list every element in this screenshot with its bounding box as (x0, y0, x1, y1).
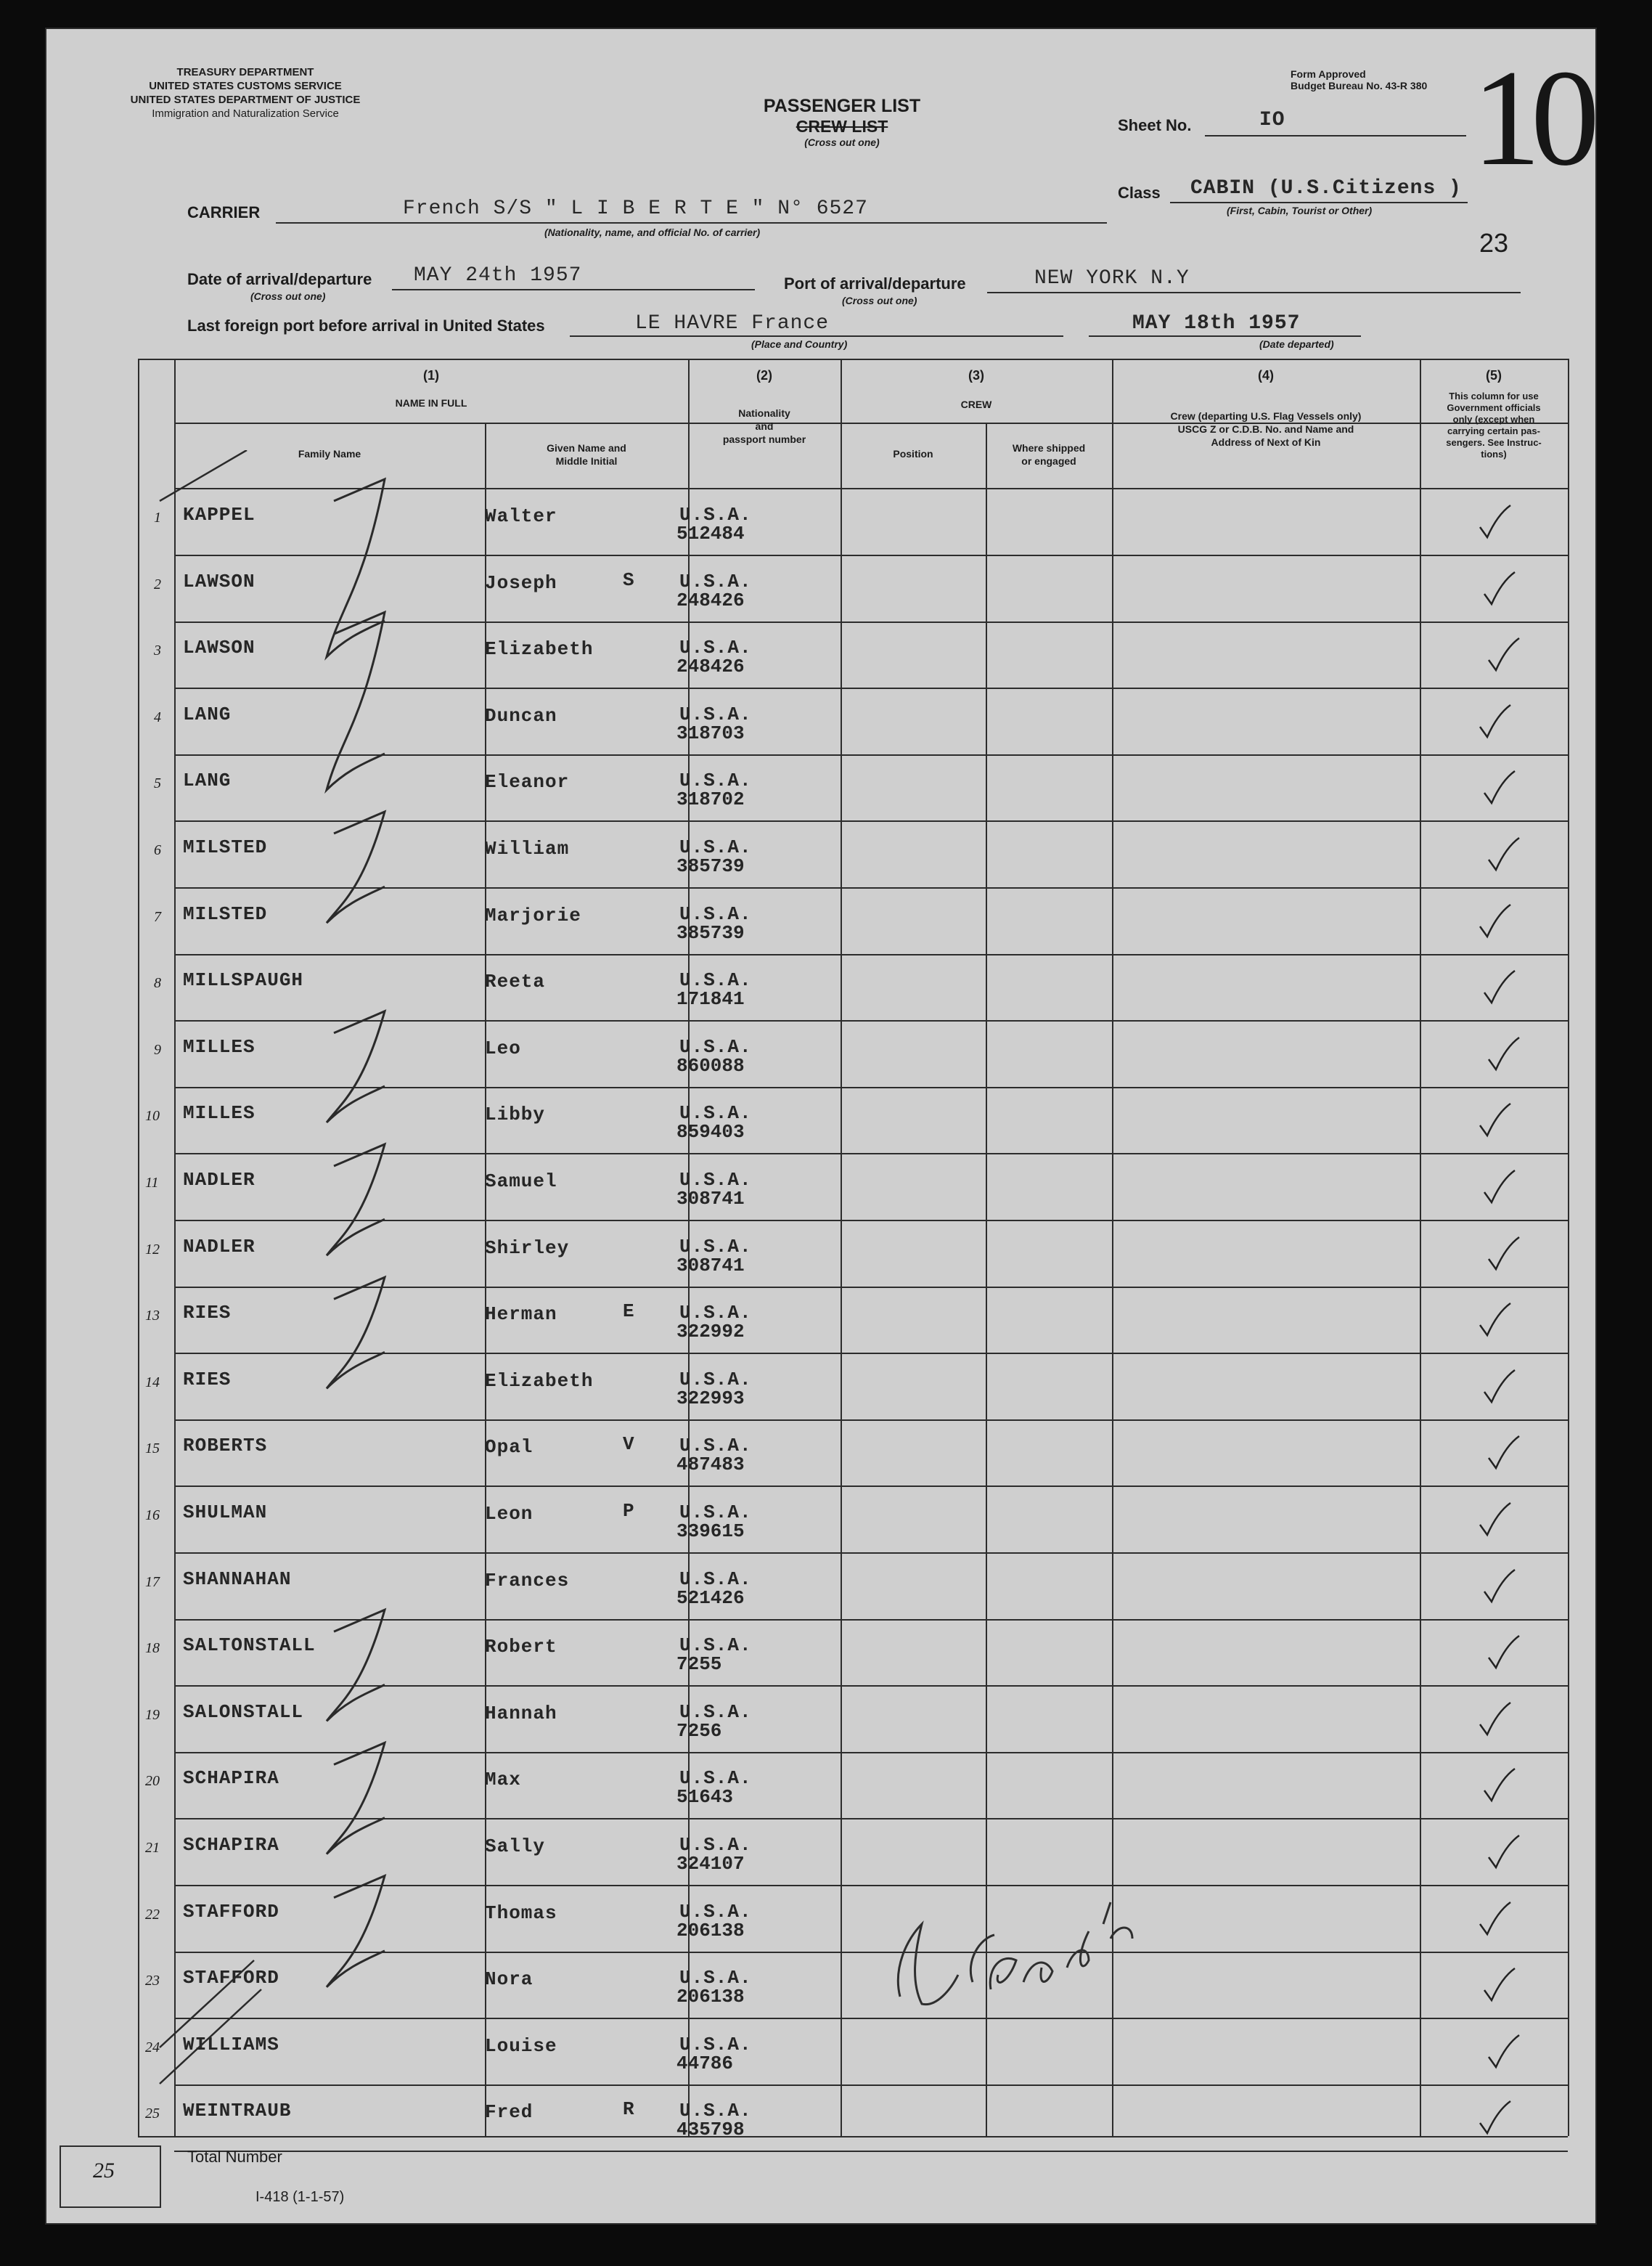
passport-number: 248426 (676, 590, 745, 611)
row-number: 20 (145, 1773, 160, 1789)
check-mark-icon (1481, 569, 1518, 608)
form-title: PASSENGER LIST CREW LIST (Cross out one) (737, 96, 947, 148)
nationality: U.S.A. (679, 1369, 752, 1390)
family-name: STAFFORD (183, 1967, 279, 1989)
family-name: SHANNAHAN (183, 1568, 292, 1590)
middle-initial: E (623, 1300, 635, 1322)
given-name: Opal (485, 1436, 533, 1458)
col3-title: CREW (960, 399, 992, 410)
family-name: NADLER (183, 1236, 255, 1258)
given-name: Thomas (485, 1902, 557, 1924)
passport-number: 318703 (676, 722, 745, 744)
col2-title: Nationality and passport number (722, 407, 806, 445)
row-number: 3 (154, 643, 161, 659)
last-port-value: LE HAVRE France (635, 312, 830, 335)
port-hint: (Cross out one) (842, 295, 917, 306)
family-name: SCHAPIRA (183, 1767, 279, 1789)
check-mark-icon (1477, 502, 1513, 542)
class-hint: (First, Cabin, Tourist or Other) (1227, 205, 1373, 216)
last-port-hint: (Place and Country) (751, 338, 848, 350)
total-number-label: Total Number (187, 2148, 282, 2166)
col4-number: (4) (1258, 368, 1274, 383)
row-number: 13 (145, 1308, 160, 1324)
check-mark-icon (1477, 702, 1513, 741)
family-crossout-marks (145, 450, 486, 2106)
check-mark-icon (1477, 1700, 1513, 1739)
row-number: 8 (154, 975, 161, 991)
nationality: U.S.A. (679, 770, 752, 791)
passport-number: 248426 (676, 656, 745, 677)
family-name: MILSTED (183, 836, 268, 858)
family-name: MILSTED (183, 903, 268, 925)
check-mark-icon (1486, 2032, 1522, 2071)
given-name: Marjorie (485, 905, 581, 926)
given-header: Given Name and Middle Initial (547, 442, 626, 467)
given-name: Eleanor (485, 771, 570, 793)
given-name: Robert (485, 1636, 557, 1658)
nationality: U.S.A. (679, 1967, 752, 1989)
row-number: 19 (145, 1707, 160, 1723)
date-hint: (Cross out one) (250, 290, 326, 302)
row-number: 7 (154, 909, 161, 925)
form-approved: Form Approved Budget Bureau No. 43-R 380 (1291, 68, 1428, 91)
row-number: 4 (154, 709, 161, 725)
date-label: Date of arrival/departure (187, 270, 372, 288)
check-mark-icon (1481, 1167, 1518, 1207)
check-mark-icon (1486, 1035, 1522, 1074)
side-number: 23 (1479, 228, 1509, 258)
passport-number: 322993 (676, 1387, 745, 1409)
row-number: 1 (154, 510, 161, 526)
nationality: U.S.A. (679, 1435, 752, 1456)
nationality: U.S.A. (679, 1036, 752, 1058)
family-name: LAWSON (183, 637, 255, 659)
class-value: CABIN (U.S.Citizens ) (1190, 177, 1462, 200)
nationality: U.S.A. (679, 1901, 752, 1923)
passport-number: 308741 (676, 1255, 745, 1276)
family-name: LANG (183, 704, 232, 725)
agency-line: TREASURY DEPARTMENT (176, 66, 314, 78)
check-mark-icon (1481, 1965, 1518, 2005)
row-number: 18 (145, 1640, 160, 1656)
check-mark-icon (1481, 1766, 1518, 1805)
passport-number: 206138 (676, 1920, 745, 1941)
given-name: Reeta (485, 971, 546, 993)
check-mark-icon (1486, 1433, 1522, 1472)
family-name: ROBERTS (183, 1435, 268, 1456)
nationality: U.S.A. (679, 1634, 752, 1656)
check-mark-icon (1477, 1101, 1513, 1140)
row-number: 25 (145, 2106, 160, 2122)
passport-number: 318702 (676, 788, 745, 810)
nationality: U.S.A. (679, 2100, 752, 2122)
check-mark-icon (1481, 968, 1518, 1007)
family-name: SALTONSTALL (183, 1634, 316, 1656)
row-number: 12 (145, 1242, 160, 1258)
col5-title: This column for use Government officials only (except when carrying certain pas- sengers. See Instruc- tions) (1446, 391, 1542, 460)
family-name: SHULMAN (183, 1501, 268, 1523)
check-mark-icon (1477, 1300, 1513, 1340)
passport-number: 487483 (676, 1454, 745, 1475)
row-number: 21 (145, 1840, 160, 1856)
agency-line: Immigration and Naturalization Service (152, 107, 339, 120)
departed-value: MAY 18th 1957 (1132, 312, 1301, 335)
nationality: U.S.A. (679, 704, 752, 725)
handwritten-signature (871, 1880, 1176, 2026)
col4-title: Crew (departing U.S. Flag Vessels only) USCG Z or C.D.B. No. and Name and Address of Next of Kin (1170, 410, 1362, 448)
check-mark-icon (1486, 1633, 1522, 1672)
sheet-value: IO (1259, 109, 1285, 131)
check-mark-icon (1486, 1234, 1522, 1273)
carrier-hint: (Nationality, name, and official No. of carrier) (544, 227, 761, 238)
given-name: Joseph (485, 572, 557, 594)
given-name: Elizabeth (485, 1370, 594, 1392)
class-label: Class (1118, 184, 1161, 202)
family-name: MILLES (183, 1036, 255, 1058)
family-name: KAPPEL (183, 504, 255, 526)
row-number: 14 (145, 1374, 160, 1390)
port-label: Port of arrival/departure (784, 274, 966, 293)
col1-number: (1) (423, 368, 439, 383)
row-number: 9 (154, 1042, 161, 1058)
row-number: 16 (145, 1507, 160, 1523)
nationality: U.S.A. (679, 1102, 752, 1124)
passport-number: 44786 (676, 2053, 734, 2074)
passport-number: 860088 (676, 1055, 745, 1077)
agency-line: UNITED STATES CUSTOMS SERVICE (149, 80, 342, 92)
passport-number: 308741 (676, 1188, 745, 1210)
sheet-big-number: 10 (1472, 42, 1590, 195)
passport-number: 322992 (676, 1321, 745, 1342)
nationality: U.S.A. (679, 1169, 752, 1191)
position-header: Position (893, 448, 933, 460)
middle-initial: R (623, 2098, 635, 2120)
family-name: RIES (183, 1369, 232, 1390)
passport-number: 324107 (676, 1853, 745, 1875)
nationality: U.S.A. (679, 637, 752, 659)
given-name: Leon (485, 1503, 533, 1525)
given-name: Frances (485, 1570, 570, 1592)
nationality: U.S.A. (679, 1767, 752, 1789)
given-name: Herman (485, 1303, 557, 1325)
check-mark-icon (1477, 902, 1513, 941)
given-name: Shirley (485, 1237, 570, 1259)
nationality: U.S.A. (679, 836, 752, 858)
passport-number: 171841 (676, 988, 745, 1010)
agency-line: UNITED STATES DEPARTMENT OF JUSTICE (130, 94, 361, 106)
passport-number: 7255 (676, 1653, 722, 1675)
row-number: 5 (154, 775, 161, 791)
family-name: SALONSTALL (183, 1701, 304, 1723)
given-name: Samuel (485, 1170, 557, 1192)
passport-number: 512484 (676, 523, 745, 545)
nationality: U.S.A. (679, 969, 752, 991)
given-name: Nora (485, 1968, 533, 1990)
row-number: 11 (145, 1175, 159, 1191)
family-name: LAWSON (183, 571, 255, 592)
passport-number: 339615 (676, 1520, 745, 1542)
nationality: U.S.A. (679, 1701, 752, 1723)
given-name: Fred (485, 2101, 533, 2123)
middle-initial: V (623, 1433, 635, 1455)
signature-text: L C Hona 9 15/A. (871, 1880, 877, 1881)
passport-number: 7256 (676, 1720, 722, 1742)
family-name: LANG (183, 770, 232, 791)
col3-number: (3) (968, 368, 984, 383)
col1-title: NAME IN FULL (395, 397, 467, 409)
row-number: 6 (154, 842, 161, 858)
middle-initial: P (623, 1500, 635, 1522)
row-number: 23 (145, 1973, 160, 1989)
passport-number: 206138 (676, 1986, 745, 2008)
row-number: 17 (145, 1574, 160, 1590)
check-mark-icon (1481, 1567, 1518, 1606)
row-number: 10 (145, 1108, 160, 1124)
total-number-value: 25 (93, 2159, 115, 2183)
nationality: U.S.A. (679, 1501, 752, 1523)
check-mark-icon (1477, 2098, 1513, 2137)
agency-block (86, 65, 405, 121)
check-mark-icon (1486, 1833, 1522, 1872)
given-name: William (485, 838, 570, 860)
row-number: 22 (145, 1907, 160, 1923)
given-name: Duncan (485, 705, 557, 727)
date-value: MAY 24th 1957 (414, 264, 582, 287)
nationality: U.S.A. (679, 1834, 752, 1856)
family-name: WILLIAMS (183, 2034, 279, 2055)
check-mark-icon (1477, 1899, 1513, 1939)
last-port-label: Last foreign port before arrival in United States (187, 317, 545, 335)
family-header: Family Name (298, 448, 361, 460)
form-title-crossed: CREW LIST (796, 117, 888, 136)
given-name: Walter (485, 505, 557, 527)
given-name: Libby (485, 1104, 546, 1125)
total-number-box (60, 2145, 161, 2208)
check-mark-icon (1481, 768, 1518, 807)
given-name: Sally (485, 1835, 546, 1857)
family-name: MILLES (183, 1102, 255, 1124)
row-number: 2 (154, 576, 161, 592)
family-name: NADLER (183, 1169, 255, 1191)
nationality: U.S.A. (679, 1236, 752, 1258)
passport-number: 435798 (676, 2119, 745, 2140)
check-mark-icon (1477, 1500, 1513, 1539)
passport-number: 385739 (676, 922, 745, 944)
given-name: Elizabeth (485, 638, 594, 660)
form-code: I-418 (1-1-57) (255, 2189, 345, 2205)
departed-hint: (Date departed) (1259, 338, 1334, 350)
carrier-label: CARRIER (187, 203, 261, 221)
col5-number: (5) (1486, 368, 1502, 383)
given-name: Max (485, 1769, 521, 1790)
given-name: Leo (485, 1038, 521, 1059)
nationality: U.S.A. (679, 2034, 752, 2055)
given-name: Hannah (485, 1703, 557, 1724)
family-name: RIES (183, 1302, 232, 1324)
passport-number: 859403 (676, 1121, 745, 1143)
passport-number: 385739 (676, 855, 745, 877)
family-name: STAFFORD (183, 1901, 279, 1923)
shipped-header: Where shipped or engaged (1012, 442, 1086, 467)
passport-number: 51643 (676, 1786, 734, 1808)
family-name: WEINTRAUB (183, 2100, 292, 2122)
nationality: U.S.A. (679, 903, 752, 925)
check-mark-icon (1486, 635, 1522, 674)
col2-number: (2) (756, 368, 772, 383)
check-mark-icon (1481, 1367, 1518, 1406)
row-number: 24 (145, 2039, 160, 2055)
family-name: SCHAPIRA (183, 1834, 279, 1856)
port-value: NEW YORK N.Y (1034, 267, 1190, 290)
given-name: Louise (485, 2035, 557, 2057)
nationality: U.S.A. (679, 504, 752, 526)
passport-number: 521426 (676, 1587, 745, 1609)
middle-initial: S (623, 569, 635, 591)
carrier-value: French S/S " L I B E R T E " N° 6527 (403, 197, 868, 220)
check-mark-icon (1486, 835, 1522, 874)
nationality: U.S.A. (679, 571, 752, 592)
nationality: U.S.A. (679, 1568, 752, 1590)
family-name: MILLSPAUGH (183, 969, 304, 991)
nationality: U.S.A. (679, 1302, 752, 1324)
sheet-label: Sheet No. (1118, 116, 1192, 134)
row-number: 15 (145, 1440, 160, 1456)
